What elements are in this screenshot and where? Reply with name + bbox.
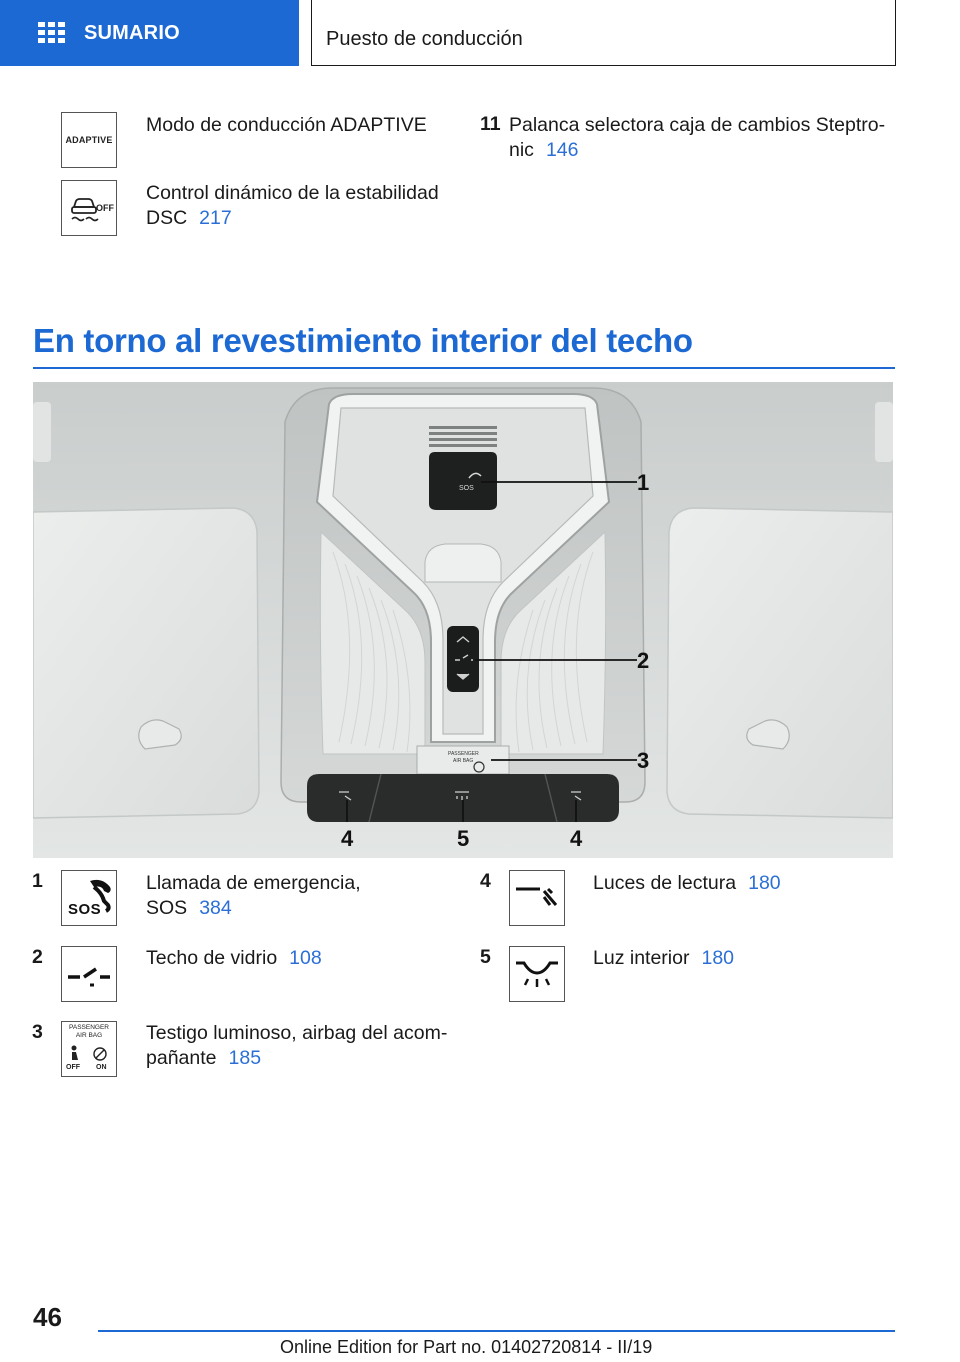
- callout-4-left: 4: [341, 826, 354, 851]
- item-number: 3: [32, 1021, 43, 1043]
- item-number: 2: [32, 946, 43, 968]
- item-number: 1: [32, 870, 43, 892]
- page-link[interactable]: 146: [545, 139, 579, 161]
- svg-text:SOS: SOS: [459, 485, 474, 492]
- page-number: 46: [33, 1302, 62, 1332]
- glass-roof-icon: [61, 946, 117, 1002]
- page-link[interactable]: 108: [289, 947, 322, 969]
- grid-menu-icon: [38, 22, 66, 44]
- page-link[interactable]: 180: [748, 872, 781, 894]
- footer-divider: [98, 1330, 895, 1332]
- svg-text:AIR BAG: AIR BAG: [453, 758, 474, 764]
- edition-text: Online Edition for Part no. 01402720814 - II/19: [280, 1337, 653, 1357]
- dsc-text: Control dinámico de la estabilidad DSC 217: [146, 182, 439, 229]
- sos-icon: SOS: [61, 870, 117, 926]
- adaptive-mode-text: Modo de conducción ADAPTIVE: [146, 114, 427, 136]
- page-link[interactable]: 217: [199, 207, 232, 229]
- interior-light-text: Luz interior 180: [593, 947, 735, 969]
- callout-5: 5: [457, 826, 470, 851]
- callout-4-right: 4: [570, 826, 583, 851]
- roof-console-figure: [33, 382, 893, 858]
- dsc-off-icon: OFF: [61, 180, 117, 236]
- item-number: 11: [480, 113, 501, 135]
- toc-button[interactable]: [0, 0, 299, 66]
- callout-3: 3: [637, 748, 650, 773]
- reading-light-icon: [509, 870, 565, 926]
- page-link[interactable]: 180: [701, 947, 735, 969]
- chapter-title: Puesto de conducción: [326, 28, 523, 50]
- adaptive-mode-icon: ADAPTIVE: [61, 112, 117, 168]
- page-link[interactable]: 384: [199, 897, 232, 919]
- callout-1: 1: [637, 470, 650, 495]
- passenger-airbag-icon: PASSENGER AIR BAG OFF ON: [61, 1021, 117, 1077]
- item-number: 4: [480, 870, 491, 892]
- page-link[interactable]: 185: [228, 1047, 262, 1069]
- glass-roof-text: Techo de vidrio 108: [146, 947, 322, 969]
- passenger-airbag-text: Testigo luminoso, airbag del acom- pañante 185: [146, 1022, 448, 1069]
- section-title: En torno al revestimiento interior del techo: [33, 322, 693, 359]
- selector-lever-text: Palanca selectora caja de cambios Steptro- nic 146: [509, 114, 886, 161]
- svg-text:PASSENGER: PASSENGER: [448, 751, 479, 757]
- reading-light-text: Luces de lectura 180: [593, 872, 781, 894]
- callout-2: 2: [637, 648, 650, 673]
- item-number: 5: [480, 946, 491, 968]
- sos-text: Llamada de emergencia, SOS 384: [146, 872, 361, 919]
- toc-label: SUMARIO: [84, 21, 180, 44]
- section-divider: [33, 367, 895, 369]
- interior-light-icon: [509, 946, 565, 1002]
- chapter-header: [311, 0, 896, 66]
